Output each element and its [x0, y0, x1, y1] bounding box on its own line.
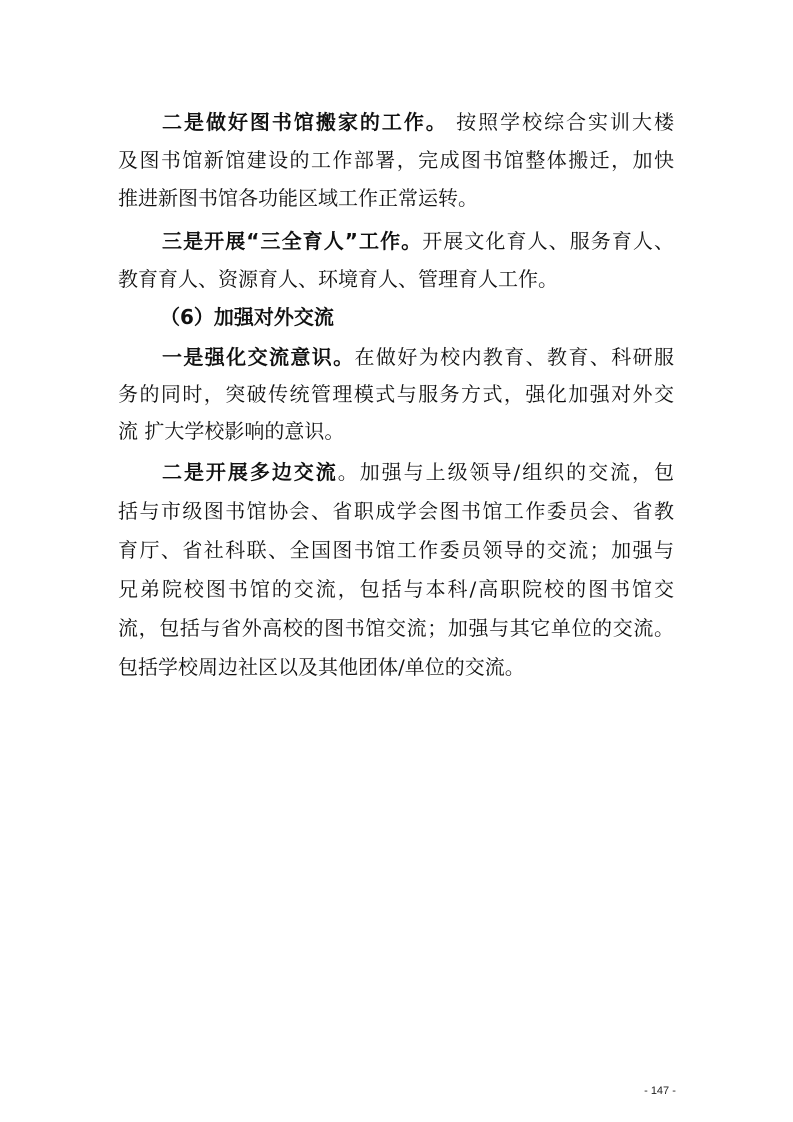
paragraph-3-line-2: 务的同时，突破传统管理模式与服务方式，强化加强对外交 — [118, 382, 674, 406]
paragraph-1-heading: 二是做好图书馆搬家的工作。 — [162, 110, 448, 134]
paragraph-4-line-3: 育厅、省社科联、全国图书馆工作委员领导的交流；加强与 — [118, 538, 674, 562]
paragraph-4-line-4: 兄弟院校图书馆的交流，包括与本科/高职院校的图书馆交 — [118, 577, 674, 601]
paragraph-3-line-1 — [162, 343, 674, 371]
paragraph-2-line-2: 教育育人、资源育人、环境育人、管理育人工作。 — [118, 267, 558, 291]
paragraph-2-text: 开展文化育人、服务育人、 — [422, 229, 674, 253]
paragraph-4-line-2: 括与市级图书馆协会、省职成学会图书馆工作委员会、省教 — [118, 499, 674, 523]
paragraph-1-text: 按照学校综合实训大楼 — [447, 110, 674, 134]
section-title: （6）加强对外交流 — [160, 305, 334, 329]
paragraph-3-line-3: 流 扩大学校影响的意识。 — [118, 419, 345, 443]
paragraph-2-heading: 三是开展“三全育人”工作。 — [162, 229, 423, 253]
paragraph-1-line-2: 及图书馆新馆建设的工作部署，完成图书馆整体搬迁，加快 — [118, 148, 674, 172]
paragraph-1-line-3: 推进新图书馆各功能区域工作正常运转。 — [118, 186, 478, 210]
paragraph-4-line-1 — [162, 458, 674, 486]
paragraph-4-line-6: 包括学校周边社区以及其他团体/单位的交流。 — [118, 655, 525, 679]
paragraph-3-heading: 一是强化交流意识。 — [162, 345, 355, 369]
paragraph-1-line-1 — [162, 108, 674, 136]
paragraph-3-text: 在做好为校内教育、教育、科研服 — [354, 345, 674, 369]
page-number: - 147 - — [644, 1085, 676, 1097]
paragraph-4-heading: 二是开展多边交流 — [162, 460, 338, 484]
paragraph-2-line-1 — [162, 227, 674, 255]
paragraph-4-text: 。加强与上级领导/组织的交流，包 — [337, 460, 674, 484]
paragraph-4-line-5: 流，包括与省外高校的图书馆交流；加强与其它单位的交流。 — [118, 616, 674, 640]
